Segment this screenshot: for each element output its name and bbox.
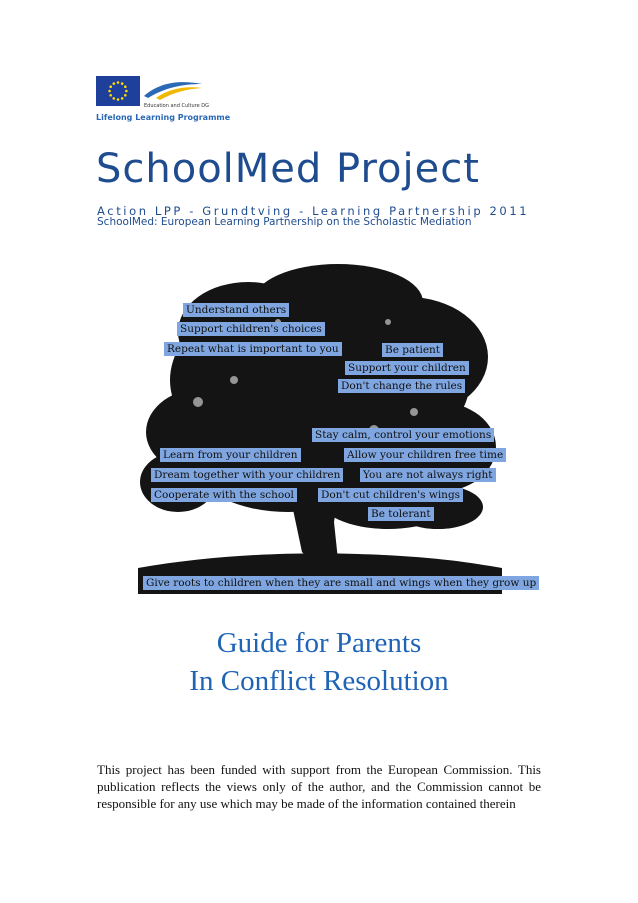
action-line: Action LPP - Grundtving - Learning Partnership 2011 — [97, 204, 530, 218]
tree-label: You are not always right — [360, 468, 496, 482]
tree-label: Be tolerant — [368, 507, 434, 521]
funding-disclaimer: This project has been funded with support from the European Commission. This publication reflects the views only of the author, and the Commission cannot be responsible for any use which may be made of the information contained therein — [97, 762, 541, 811]
programme-label: Lifelong Learning Programme — [96, 113, 231, 122]
education-culture-swoosh-icon — [142, 76, 204, 102]
tree-label: Be patient — [382, 343, 443, 357]
guide-title — [0, 624, 638, 700]
tree-label: Understand others — [183, 303, 289, 317]
tree-label: Cooperate with the school — [151, 488, 297, 502]
tree-label: Support children's choices — [177, 322, 325, 336]
dg-label: Education and Culture DG — [144, 103, 209, 109]
eu-flag-icon — [96, 76, 140, 106]
tree-label: Learn from your children — [160, 448, 301, 462]
guide-title-line-1: Guide for Parents — [216, 627, 422, 659]
tree-label: Don't change the rules — [338, 379, 465, 393]
logo-block — [96, 76, 231, 124]
tree-label: Support your children — [345, 361, 469, 375]
tree-label: Repeat what is important to you — [164, 342, 342, 356]
tree-label: Stay calm, control your emotions — [312, 428, 494, 442]
subtitle-line: SchoolMed: European Learning Partnership on the Scholastic Mediation — [97, 216, 472, 228]
tree-illustration — [138, 262, 537, 594]
project-title: SchoolMed Project — [96, 146, 480, 192]
tree-label: Dream together with your children — [151, 468, 343, 482]
guide-title-line-2: In Conflict Resolution — [189, 665, 449, 697]
tree-label: Allow your children free time — [344, 448, 506, 462]
tree-label: Give roots to children when they are small and wings when they grow up — [143, 576, 539, 590]
tree-label: Don't cut children's wings — [318, 488, 463, 502]
